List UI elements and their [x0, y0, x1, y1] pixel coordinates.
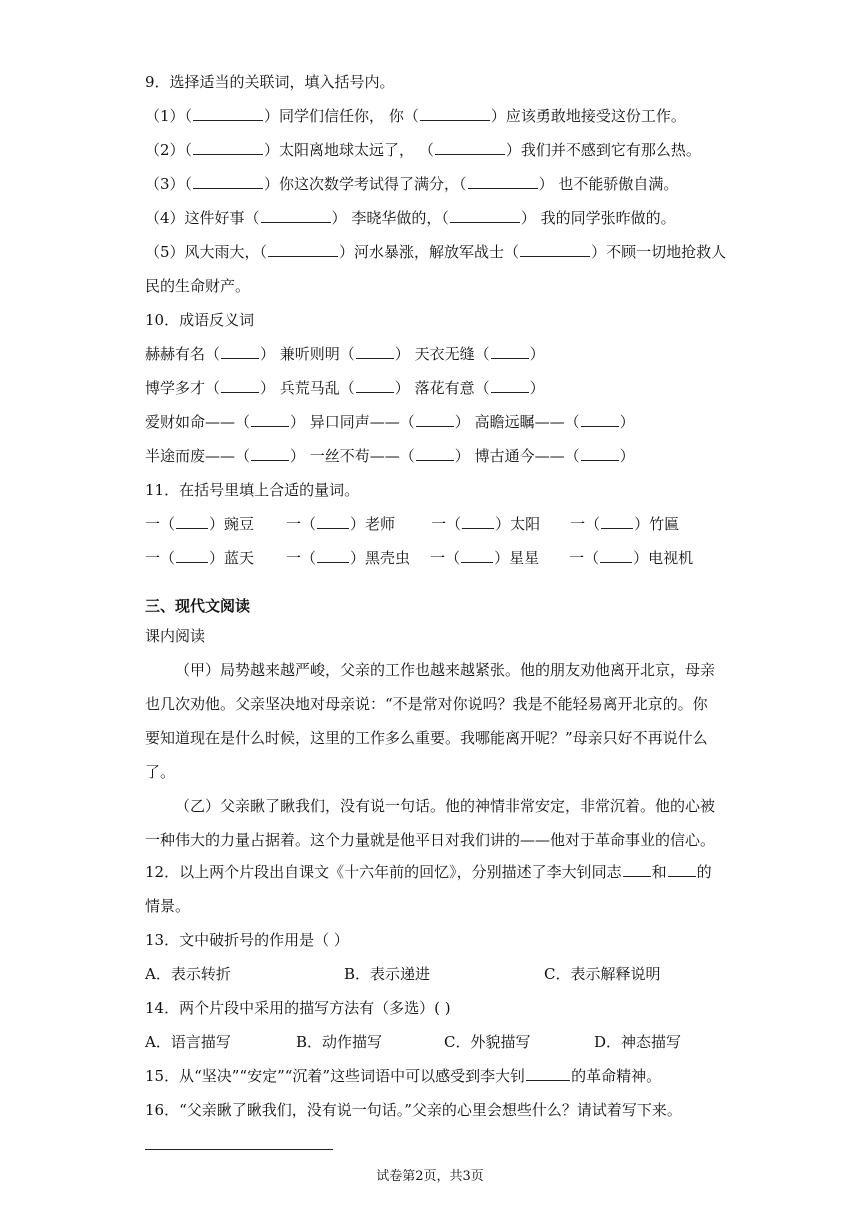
answer-blank[interactable] — [317, 514, 349, 529]
answer-blank[interactable] — [356, 344, 394, 359]
measure-text: ）黑壳虫 — [350, 549, 411, 567]
idiom-text: ） 高瞻远瞩——（ — [454, 413, 580, 431]
q13-option-c[interactable]: C．表示解释说明 — [544, 965, 661, 983]
passage-a-line: 了。 — [145, 763, 176, 781]
measure-text: 一（ — [145, 549, 176, 567]
q10-row-3 — [145, 412, 635, 432]
answer-blank[interactable] — [193, 140, 263, 155]
answer-blank[interactable] — [623, 862, 651, 877]
answer-blank[interactable] — [261, 208, 331, 223]
q9-stem: 9．选择适当的关联词，填入括号内。 — [145, 73, 395, 91]
idiom-text: ） — [529, 345, 545, 363]
q12-text: 和 — [651, 863, 667, 881]
answer-blank[interactable] — [416, 412, 454, 427]
answer-blank[interactable] — [356, 378, 394, 393]
answer-blank[interactable] — [600, 548, 632, 563]
q15-line — [145, 1066, 661, 1086]
passage-a-line: 也几次劝他。父亲坚决地对母亲说：“不是常对你说吗？我是不能轻易离开北京的。你 — [145, 695, 708, 713]
q9-item-3-text-b: ）你这次数学考试得了满分，（ — [264, 175, 467, 193]
section-title: 三、现代文阅读 — [145, 597, 251, 615]
answer-blank[interactable] — [581, 412, 619, 427]
q11-row-1 — [145, 514, 679, 534]
passage-b-line: （乙）父亲瞅了瞅我们，没有说一句话。他的神情非常安定，非常沉着。他的心被 — [175, 797, 716, 815]
measure-text: ）电视机 — [633, 549, 694, 567]
answer-blank[interactable] — [468, 174, 538, 189]
idiom-text: 爱财如命——（ — [145, 413, 251, 431]
answer-blank[interactable] — [491, 344, 529, 359]
q9-item-2-text-b: ）太阳离地球太远了， （ — [264, 141, 434, 159]
q13-option-a[interactable]: A．表示转折 — [145, 965, 231, 983]
q9-item-4-text-a: （4）这件好事（ — [145, 209, 260, 227]
q14-option-c[interactable]: C．外貌描写 — [444, 1033, 531, 1051]
q9-item-1-text-b: ）同学们信任你， 你（ — [264, 107, 419, 125]
q9-item-5-continued: 民的生命财产。 — [145, 277, 251, 295]
answer-blank[interactable] — [668, 862, 696, 877]
q9-item-2-text-c: ）我们并不感到它有那么热。 — [505, 141, 701, 159]
q14-option-a[interactable]: A．语言描写 — [145, 1033, 231, 1051]
measure-text: ）老师 — [350, 515, 396, 533]
answer-blank[interactable] — [601, 514, 633, 529]
measure-text: ）太阳 — [495, 515, 541, 533]
answer-blank[interactable] — [435, 140, 505, 155]
measure-text: 一（ — [570, 515, 601, 533]
answer-blank[interactable] — [420, 106, 490, 121]
q11-stem: 11．在括号里填上合适的量词。 — [145, 481, 360, 499]
passage-a-line: （甲）局势越来越严峻，父亲的工作也越来越紧张。他的朋友劝他离开北京，母亲 — [175, 661, 716, 679]
idiom-text: ） — [529, 379, 545, 397]
answer-blank[interactable] — [526, 1066, 570, 1081]
answer-blank[interactable] — [251, 446, 289, 461]
q9-item-3 — [145, 174, 678, 194]
passage-a-line: 要知道现在是什么时候，这里的工作多么重要。我哪能离开呢？”母亲只好不再说什么 — [145, 729, 708, 747]
idiom-text: ） 落花有意（ — [394, 379, 490, 397]
idiom-text: ） 博古通今——（ — [454, 447, 580, 465]
measure-text: 一（ — [286, 549, 317, 567]
idiom-text: 赫赫有名（ — [145, 345, 221, 363]
answer-blank[interactable] — [462, 514, 494, 529]
q11-row-2 — [145, 548, 693, 568]
q13-option-b[interactable]: B．表示递进 — [344, 965, 431, 983]
section-subtitle: 课内阅读 — [145, 627, 206, 645]
measure-text: ）蓝天 — [209, 549, 255, 567]
measure-text: ）星星 — [494, 549, 540, 567]
answer-blank[interactable] — [221, 378, 259, 393]
q9-item-1-text-c: ）应该勇敢地接受这份工作。 — [490, 107, 686, 125]
q13-stem: 13．文中破折号的作用是（ ） — [145, 931, 349, 949]
measure-text: 一（ — [286, 515, 317, 533]
answer-blank[interactable] — [176, 514, 208, 529]
q9-item-3-text-a: （3）（ — [145, 175, 193, 193]
idiom-text: 博学多才（ — [145, 379, 221, 397]
q9-item-2 — [145, 140, 701, 160]
q9-item-5 — [145, 242, 726, 262]
answer-blank[interactable] — [581, 446, 619, 461]
q9-item-5-text-b: ）河水暴涨，解放军战士（ — [339, 243, 520, 261]
measure-text: 一（ — [569, 549, 600, 567]
answer-blank[interactable] — [520, 242, 590, 257]
q12-text: 的 — [696, 863, 712, 881]
q10-stem: 10．成语反义词 — [145, 311, 255, 329]
idiom-text: ） 异口同声——（ — [290, 413, 415, 431]
idiom-text: ） — [619, 413, 635, 431]
q9-item-3-text-c: ） 也不能骄傲自满。 — [538, 175, 679, 193]
passage-b-line: 一种伟大的力量占据着。这个力量就是他平日对我们讲的——他对于革命事业的信心。 — [145, 831, 716, 849]
measure-text: 一（ — [431, 515, 462, 533]
q9-item-4-text-b: ） 李晓华做的，（ — [331, 209, 449, 227]
q9-item-1-text-a: （1）（ — [145, 107, 193, 125]
answer-blank[interactable] — [416, 446, 454, 461]
q15-text: 15．从“坚决”“安定”“沉着”这些词语中可以感受到李大钊 — [145, 1067, 526, 1085]
q14-option-b[interactable]: B．动作描写 — [296, 1033, 383, 1051]
measure-text: 一（ — [145, 515, 176, 533]
answer-blank[interactable] — [450, 208, 520, 223]
idiom-text: 半途而废——（ — [145, 447, 251, 465]
q14-option-d[interactable]: D．神态描写 — [594, 1033, 682, 1051]
measure-text: ）竹匾 — [634, 515, 680, 533]
footnote-divider — [145, 1149, 333, 1150]
answer-blank[interactable] — [461, 548, 493, 563]
q9-item-2-text-a: （2）（ — [145, 141, 193, 159]
q12-text: 12．以上两个片段出自课文《十六年前的回忆》，分别描述了李大钊同志 — [145, 863, 622, 881]
answer-blank[interactable] — [268, 242, 338, 257]
q15-text: 的革命精神。 — [571, 1067, 662, 1085]
q10-row-4 — [145, 446, 635, 466]
page-footer: 试卷第2页，共3页 — [376, 1169, 484, 1184]
answer-blank[interactable] — [251, 412, 289, 427]
q14-stem: 14．两个片段中采用的描写方法有（多选）( ) — [145, 999, 451, 1017]
answer-blank[interactable] — [317, 548, 349, 563]
answer-blank[interactable] — [193, 174, 263, 189]
q12-line-1 — [145, 862, 712, 882]
q9-item-4-text-c: ） 我的同学张昨做的。 — [520, 209, 676, 227]
answer-blank[interactable] — [491, 378, 529, 393]
idiom-text: ） 天衣无缝（ — [394, 345, 490, 363]
q16-stem: 16．“父亲瞅了瞅我们，没有说一句话。”父亲的心里会想些什么？请试着写下来。 — [145, 1101, 682, 1119]
idiom-text: ） 一丝不苟——（ — [290, 447, 415, 465]
answer-blank[interactable] — [176, 548, 208, 563]
q10-row-1 — [145, 344, 545, 364]
q12-line-2: 情景。 — [145, 897, 191, 915]
q9-item-1 — [145, 106, 686, 126]
idiom-text: ） 兼听则明（ — [260, 345, 355, 363]
q10-row-2 — [145, 378, 545, 398]
q9-item-4 — [145, 208, 676, 228]
answer-blank[interactable] — [221, 344, 259, 359]
idiom-text: ） — [619, 447, 635, 465]
answer-blank[interactable] — [193, 106, 263, 121]
idiom-text: ） 兵荒马乱（ — [260, 379, 355, 397]
measure-text: ）豌豆 — [209, 515, 255, 533]
q9-item-5-text-c: ）不顾一切地抢救人 — [591, 243, 727, 261]
measure-text: 一（ — [430, 549, 461, 567]
q9-item-5-text-a: （5）风大雨大，（ — [145, 243, 268, 261]
